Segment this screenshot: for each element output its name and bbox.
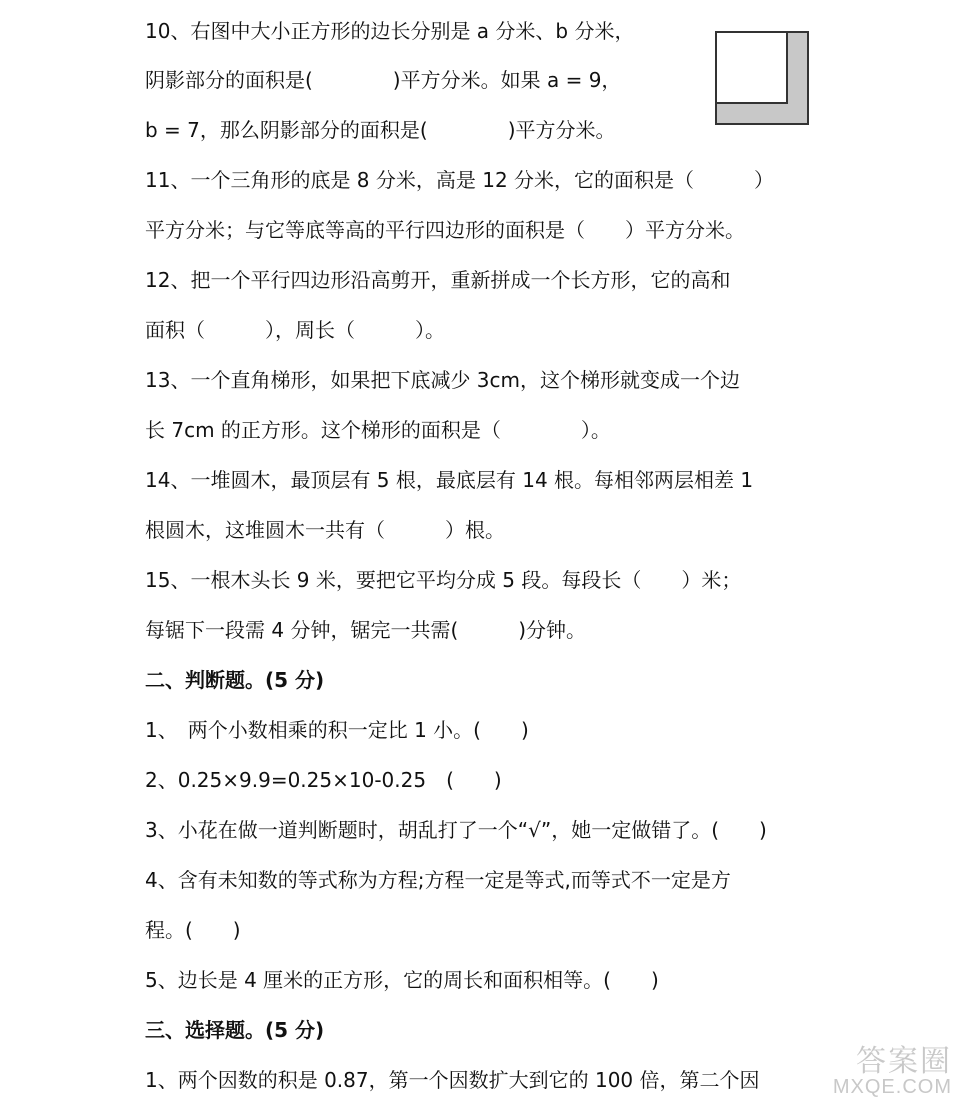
q13-line-1: 13、一个直角梯形，如果把下底减少 3cm，这个梯形就变成一个边	[145, 368, 741, 392]
q11-line-1: 11、一个三角形的底是 8 分米，高是 12 分米，它的面积是（ ）	[145, 168, 775, 192]
tf-5: 5、边长是 4 厘米的正方形，它的周长和面积相等。( )	[145, 968, 659, 992]
q15-line-1: 15、一根木头长 9 米，要把它平均分成 5 段。每段长（ ）米；	[145, 568, 742, 592]
section-2-heading: 二、判断题。(5 分)	[145, 668, 325, 692]
tf-3: 3、小花在做一道判断题时，胡乱打了一个“√”，她一定做错了。( )	[145, 818, 767, 842]
section-3-heading: 三、选择题。(5 分)	[145, 1018, 325, 1042]
squares-figure	[715, 31, 809, 125]
tf-2: 2、0.25×9.9=0.25×10-0.25 ( )	[145, 768, 502, 792]
tf-4-line-2: 程。( )	[145, 918, 241, 942]
watermark-en: MXQE.COM	[832, 1076, 952, 1098]
q12-line-2: 面积（ ），周长（ ）。	[145, 318, 445, 342]
watermark-cn: 答案圈	[856, 1045, 952, 1078]
q14-line-1: 14、一堆圆木，最顶层有 5 根，最底层有 14 根。每相邻两层相差 1	[145, 468, 754, 492]
tf-1: 1、 两个小数相乘的积一定比 1 小。( )	[145, 718, 529, 742]
q10-line-3: b = 7，那么阴影部分的面积是( )平方分米。	[145, 118, 616, 142]
watermark-logo	[833, 1047, 952, 1097]
small-square	[716, 32, 787, 103]
q12-line-1: 12、把一个平行四边形沿高剪开，重新拼成一个长方形，它的高和	[145, 268, 731, 292]
q15-line-2: 每锯下一段需 4 分钟，锯完一共需( )分钟。	[145, 618, 587, 642]
q10-line-2: 阴影部分的面积是( )平方分米。如果 a = 9，	[145, 68, 622, 92]
q13-line-2: 长 7cm 的正方形。这个梯形的面积是（ ）。	[145, 418, 611, 442]
q14-line-2: 根圆木，这堆圆木一共有（ ）根。	[145, 518, 505, 542]
mc-1: 1、两个因数的积是 0.87，第一个因数扩大到它的 100 倍，第二个因	[145, 1068, 760, 1092]
q10-line-1: 10、右图中大小正方形的边长分别是 a 分米、b 分米，	[145, 19, 635, 43]
q11-line-2: 平方分米；与它等底等高的平行四边形的面积是（ ）平方分米。	[145, 218, 745, 242]
tf-4-line-1: 4、含有未知数的等式称为方程;方程一定是等式,而等式不一定是方	[145, 868, 731, 892]
